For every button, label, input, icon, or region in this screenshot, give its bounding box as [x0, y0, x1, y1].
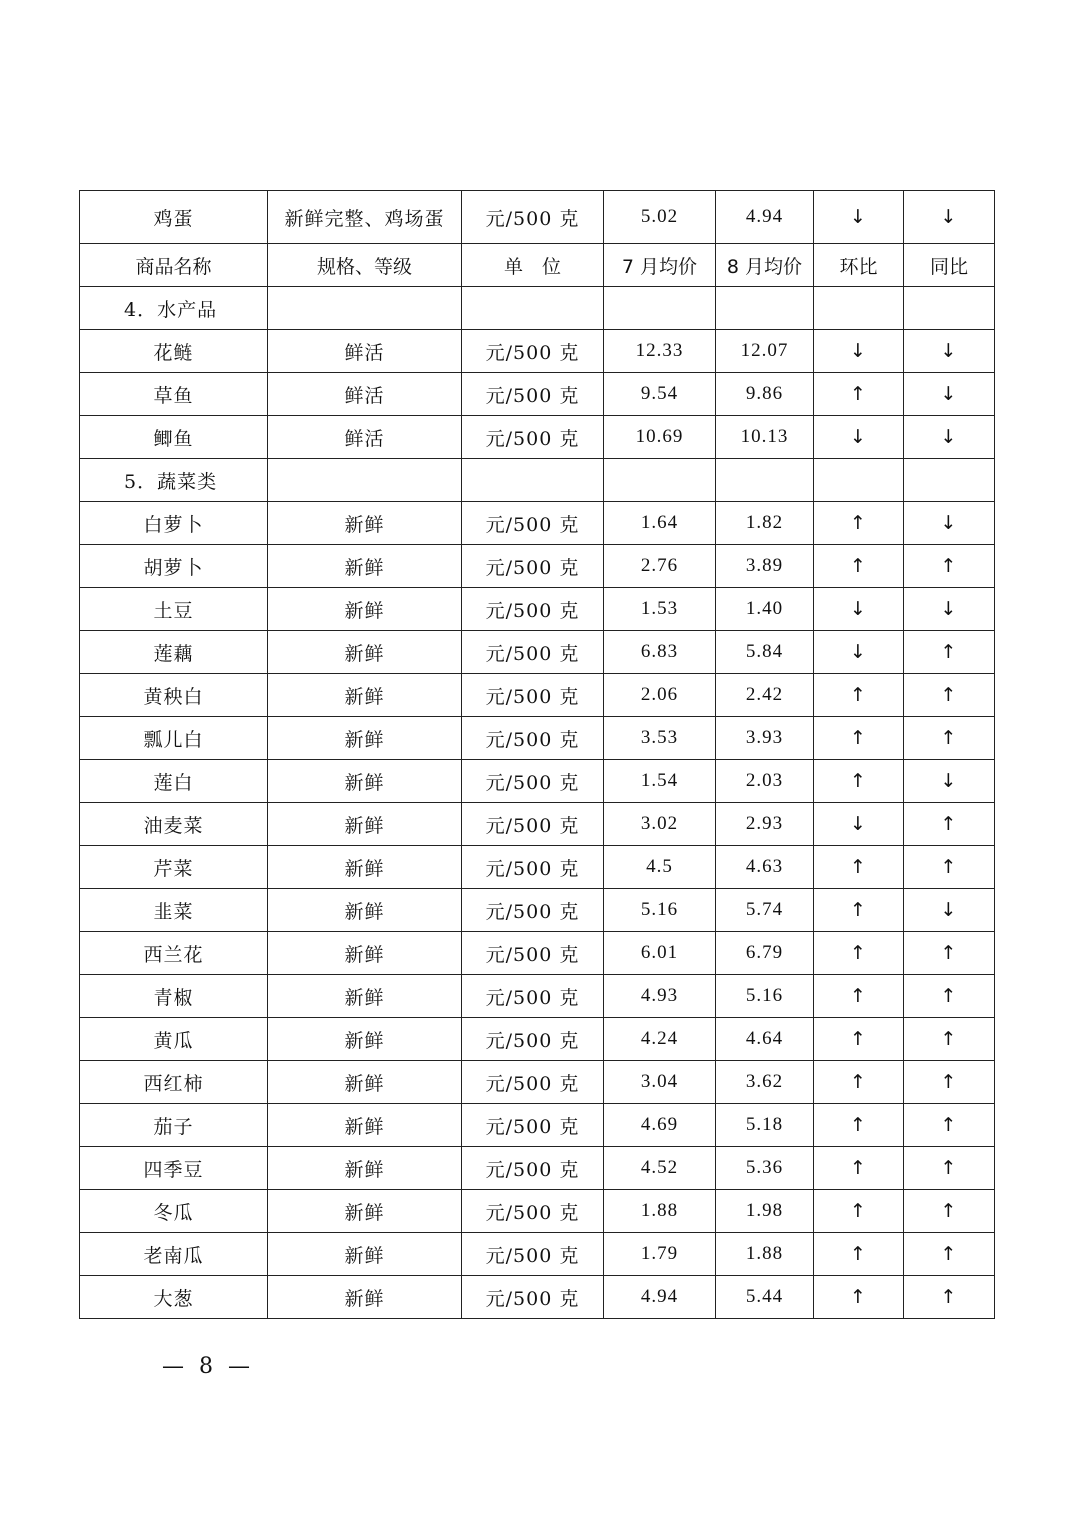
cell-aug-price: 1.82	[716, 502, 814, 545]
cell-yoy-arrow: ↑	[904, 1233, 995, 1276]
cell-yoy-arrow: ↑	[904, 1276, 995, 1319]
cell-aug-price: 2.42	[716, 674, 814, 717]
cell-spec: 新鲜	[268, 846, 462, 889]
table-row	[80, 1061, 995, 1104]
cell-name: 鸡蛋	[80, 191, 268, 244]
empty-cell	[462, 459, 604, 502]
cell-yoy-arrow: ↑	[904, 846, 995, 889]
cell-unit: 元/500 克	[462, 330, 604, 373]
table-row	[80, 975, 995, 1018]
cell-mom-arrow: ↑	[814, 1147, 904, 1190]
cell-yoy-arrow: ↑	[904, 932, 995, 975]
cell-aug-price: 4.63	[716, 846, 814, 889]
cell-unit: 元/500 克	[462, 416, 604, 459]
cell-mom-arrow: ↑	[814, 1233, 904, 1276]
cell-jul-price: 2.76	[604, 545, 716, 588]
cell-yoy-arrow: ↓	[904, 191, 995, 244]
table-row	[80, 760, 995, 803]
cell-name: 油麦菜	[80, 803, 268, 846]
cell-jul-price: 9.54	[604, 373, 716, 416]
cell-mom-arrow: ↑	[814, 1018, 904, 1061]
header-spec: 规格、等级	[268, 244, 462, 287]
table-row	[80, 932, 995, 975]
table-row	[80, 191, 995, 244]
empty-cell	[716, 459, 814, 502]
table-row	[80, 1104, 995, 1147]
cell-aug-price: 9.86	[716, 373, 814, 416]
cell-mom-arrow: ↓	[814, 330, 904, 373]
cell-name: 大葱	[80, 1276, 268, 1319]
table-row	[80, 373, 995, 416]
cell-name: 胡萝卜	[80, 545, 268, 588]
cell-jul-price: 10.69	[604, 416, 716, 459]
cell-jul-price: 4.52	[604, 1147, 716, 1190]
cell-yoy-arrow: ↑	[904, 1190, 995, 1233]
cell-jul-price: 1.64	[604, 502, 716, 545]
cell-aug-price: 5.84	[716, 631, 814, 674]
cell-aug-price: 1.98	[716, 1190, 814, 1233]
table-row	[80, 502, 995, 545]
table-row	[80, 1018, 995, 1061]
cell-spec: 新鲜	[268, 760, 462, 803]
table-row	[80, 1276, 995, 1319]
cell-spec: 新鲜	[268, 1147, 462, 1190]
cell-spec: 新鲜	[268, 1190, 462, 1233]
cell-jul-price: 2.06	[604, 674, 716, 717]
cell-spec: 新鲜	[268, 545, 462, 588]
empty-cell	[904, 287, 995, 330]
cell-aug-price: 12.07	[716, 330, 814, 373]
table-row	[80, 889, 995, 932]
cell-aug-price: 4.64	[716, 1018, 814, 1061]
cell-jul-price: 6.83	[604, 631, 716, 674]
cell-yoy-arrow: ↓	[904, 760, 995, 803]
cell-spec: 鲜活	[268, 330, 462, 373]
cell-name: 西兰花	[80, 932, 268, 975]
cell-mom-arrow: ↑	[814, 674, 904, 717]
cell-mom-arrow: ↑	[814, 373, 904, 416]
cell-spec: 新鲜	[268, 1233, 462, 1276]
cell-yoy-arrow: ↑	[904, 1061, 995, 1104]
cell-mom-arrow: ↑	[814, 889, 904, 932]
cell-name: 青椒	[80, 975, 268, 1018]
table-row	[80, 1190, 995, 1233]
header-aug: 8 月均价	[716, 244, 814, 287]
table-row	[80, 1147, 995, 1190]
cell-aug-price: 3.62	[716, 1061, 814, 1104]
cell-unit: 元/500 克	[462, 373, 604, 416]
cell-mom-arrow: ↑	[814, 1061, 904, 1104]
cell-name: 茄子	[80, 1104, 268, 1147]
cell-aug-price: 5.18	[716, 1104, 814, 1147]
table-row	[80, 846, 995, 889]
cell-spec: 新鲜	[268, 803, 462, 846]
cell-aug-price: 5.44	[716, 1276, 814, 1319]
header-yoy: 同比	[904, 244, 995, 287]
cell-spec: 新鲜	[268, 1276, 462, 1319]
cell-yoy-arrow: ↑	[904, 1147, 995, 1190]
table-row	[80, 803, 995, 846]
cell-name: 老南瓜	[80, 1233, 268, 1276]
section-row	[80, 459, 995, 502]
cell-jul-price: 1.54	[604, 760, 716, 803]
header-unit: 单 位	[462, 244, 604, 287]
cell-spec: 新鲜	[268, 1018, 462, 1061]
cell-name: 鲫鱼	[80, 416, 268, 459]
cell-name: 芹菜	[80, 846, 268, 889]
cell-unit: 元/500 克	[462, 1104, 604, 1147]
table-row	[80, 416, 995, 459]
cell-name: 黄秧白	[80, 674, 268, 717]
cell-spec: 新鲜	[268, 717, 462, 760]
cell-unit: 元/500 克	[462, 502, 604, 545]
cell-unit: 元/500 克	[462, 631, 604, 674]
cell-yoy-arrow: ↑	[904, 1104, 995, 1147]
cell-unit: 元/500 克	[462, 803, 604, 846]
header-name: 商品名称	[80, 244, 268, 287]
cell-jul-price: 1.79	[604, 1233, 716, 1276]
cell-unit: 元/500 克	[462, 1061, 604, 1104]
cell-unit: 元/500 克	[462, 932, 604, 975]
cell-yoy-arrow: ↓	[904, 416, 995, 459]
cell-name: 草鱼	[80, 373, 268, 416]
cell-unit: 元/500 克	[462, 1276, 604, 1319]
cell-spec: 新鲜	[268, 674, 462, 717]
cell-mom-arrow: ↓	[814, 416, 904, 459]
cell-jul-price: 3.53	[604, 717, 716, 760]
cell-jul-price: 4.93	[604, 975, 716, 1018]
cell-unit: 元/500 克	[462, 588, 604, 631]
cell-jul-price: 12.33	[604, 330, 716, 373]
cell-spec: 新鲜完整、鸡场蛋	[268, 191, 462, 244]
cell-name: 冬瓜	[80, 1190, 268, 1233]
cell-unit: 元/500 克	[462, 191, 604, 244]
cell-spec: 鲜活	[268, 373, 462, 416]
cell-jul-price: 6.01	[604, 932, 716, 975]
cell-name: 花鲢	[80, 330, 268, 373]
cell-spec: 新鲜	[268, 631, 462, 674]
table-row	[80, 545, 995, 588]
cell-unit: 元/500 克	[462, 1018, 604, 1061]
cell-unit: 元/500 克	[462, 717, 604, 760]
cell-unit: 元/500 克	[462, 1233, 604, 1276]
empty-cell	[814, 287, 904, 330]
cell-name: 韭菜	[80, 889, 268, 932]
cell-aug-price: 1.88	[716, 1233, 814, 1276]
cell-yoy-arrow: ↑	[904, 975, 995, 1018]
cell-yoy-arrow: ↑	[904, 717, 995, 760]
cell-name: 西红柿	[80, 1061, 268, 1104]
cell-mom-arrow: ↓	[814, 588, 904, 631]
cell-name: 莲藕	[80, 631, 268, 674]
cell-yoy-arrow: ↓	[904, 373, 995, 416]
empty-cell	[268, 287, 462, 330]
cell-name: 瓢儿白	[80, 717, 268, 760]
empty-cell	[904, 459, 995, 502]
cell-unit: 元/500 克	[462, 545, 604, 588]
cell-yoy-arrow: ↓	[904, 889, 995, 932]
cell-mom-arrow: ↑	[814, 545, 904, 588]
cell-aug-price: 1.40	[716, 588, 814, 631]
header-jul: 7 月均价	[604, 244, 716, 287]
cell-jul-price: 4.69	[604, 1104, 716, 1147]
cell-spec: 新鲜	[268, 932, 462, 975]
table-header-row	[80, 244, 995, 287]
table-row	[80, 717, 995, 760]
cell-name: 土豆	[80, 588, 268, 631]
cell-spec: 新鲜	[268, 502, 462, 545]
cell-yoy-arrow: ↑	[904, 1018, 995, 1061]
cell-mom-arrow: ↑	[814, 932, 904, 975]
table-row	[80, 1233, 995, 1276]
cell-mom-arrow: ↑	[814, 717, 904, 760]
cell-spec: 鲜活	[268, 416, 462, 459]
cell-aug-price: 3.93	[716, 717, 814, 760]
cell-unit: 元/500 克	[462, 674, 604, 717]
cell-unit: 元/500 克	[462, 1147, 604, 1190]
table-row	[80, 588, 995, 631]
cell-jul-price: 3.04	[604, 1061, 716, 1104]
empty-cell	[604, 459, 716, 502]
empty-cell	[716, 287, 814, 330]
cell-aug-price: 5.74	[716, 889, 814, 932]
table-row	[80, 330, 995, 373]
page-number: — 8 —	[162, 1354, 254, 1379]
empty-cell	[604, 287, 716, 330]
cell-aug-price: 6.79	[716, 932, 814, 975]
cell-yoy-arrow: ↑	[904, 631, 995, 674]
empty-cell	[462, 287, 604, 330]
table-body	[80, 191, 995, 1319]
cell-mom-arrow: ↓	[814, 631, 904, 674]
cell-spec: 新鲜	[268, 1104, 462, 1147]
cell-mom-arrow: ↑	[814, 760, 904, 803]
cell-aug-price: 2.03	[716, 760, 814, 803]
cell-mom-arrow: ↑	[814, 1276, 904, 1319]
cell-spec: 新鲜	[268, 975, 462, 1018]
cell-yoy-arrow: ↓	[904, 502, 995, 545]
cell-mom-arrow: ↑	[814, 975, 904, 1018]
cell-unit: 元/500 克	[462, 975, 604, 1018]
cell-jul-price: 4.94	[604, 1276, 716, 1319]
cell-mom-arrow: ↑	[814, 502, 904, 545]
cell-mom-arrow: ↑	[814, 1104, 904, 1147]
cell-yoy-arrow: ↑	[904, 803, 995, 846]
cell-jul-price: 1.88	[604, 1190, 716, 1233]
cell-yoy-arrow: ↑	[904, 545, 995, 588]
cell-aug-price: 3.89	[716, 545, 814, 588]
cell-unit: 元/500 克	[462, 846, 604, 889]
cell-unit: 元/500 克	[462, 889, 604, 932]
cell-jul-price: 5.16	[604, 889, 716, 932]
cell-yoy-arrow: ↓	[904, 330, 995, 373]
cell-spec: 新鲜	[268, 889, 462, 932]
section-title: 5．蔬菜类	[80, 459, 268, 502]
cell-aug-price: 5.36	[716, 1147, 814, 1190]
cell-mom-arrow: ↓	[814, 803, 904, 846]
cell-jul-price: 3.02	[604, 803, 716, 846]
cell-yoy-arrow: ↑	[904, 674, 995, 717]
empty-cell	[268, 459, 462, 502]
cell-yoy-arrow: ↓	[904, 588, 995, 631]
cell-name: 黄瓜	[80, 1018, 268, 1061]
cell-aug-price: 5.16	[716, 975, 814, 1018]
cell-mom-arrow: ↓	[814, 191, 904, 244]
table-row	[80, 674, 995, 717]
cell-unit: 元/500 克	[462, 1190, 604, 1233]
cell-aug-price: 2.93	[716, 803, 814, 846]
cell-spec: 新鲜	[268, 1061, 462, 1104]
price-table	[79, 190, 995, 1319]
cell-jul-price: 4.5	[604, 846, 716, 889]
cell-aug-price: 10.13	[716, 416, 814, 459]
cell-name: 白萝卜	[80, 502, 268, 545]
cell-unit: 元/500 克	[462, 760, 604, 803]
cell-jul-price: 1.53	[604, 588, 716, 631]
section-row	[80, 287, 995, 330]
table-row	[80, 631, 995, 674]
cell-mom-arrow: ↑	[814, 1190, 904, 1233]
header-mom: 环比	[814, 244, 904, 287]
cell-jul-price: 4.24	[604, 1018, 716, 1061]
cell-jul-price: 5.02	[604, 191, 716, 244]
section-title: 4．水产品	[80, 287, 268, 330]
cell-name: 莲白	[80, 760, 268, 803]
empty-cell	[814, 459, 904, 502]
cell-mom-arrow: ↑	[814, 846, 904, 889]
cell-aug-price: 4.94	[716, 191, 814, 244]
cell-name: 四季豆	[80, 1147, 268, 1190]
cell-spec: 新鲜	[268, 588, 462, 631]
